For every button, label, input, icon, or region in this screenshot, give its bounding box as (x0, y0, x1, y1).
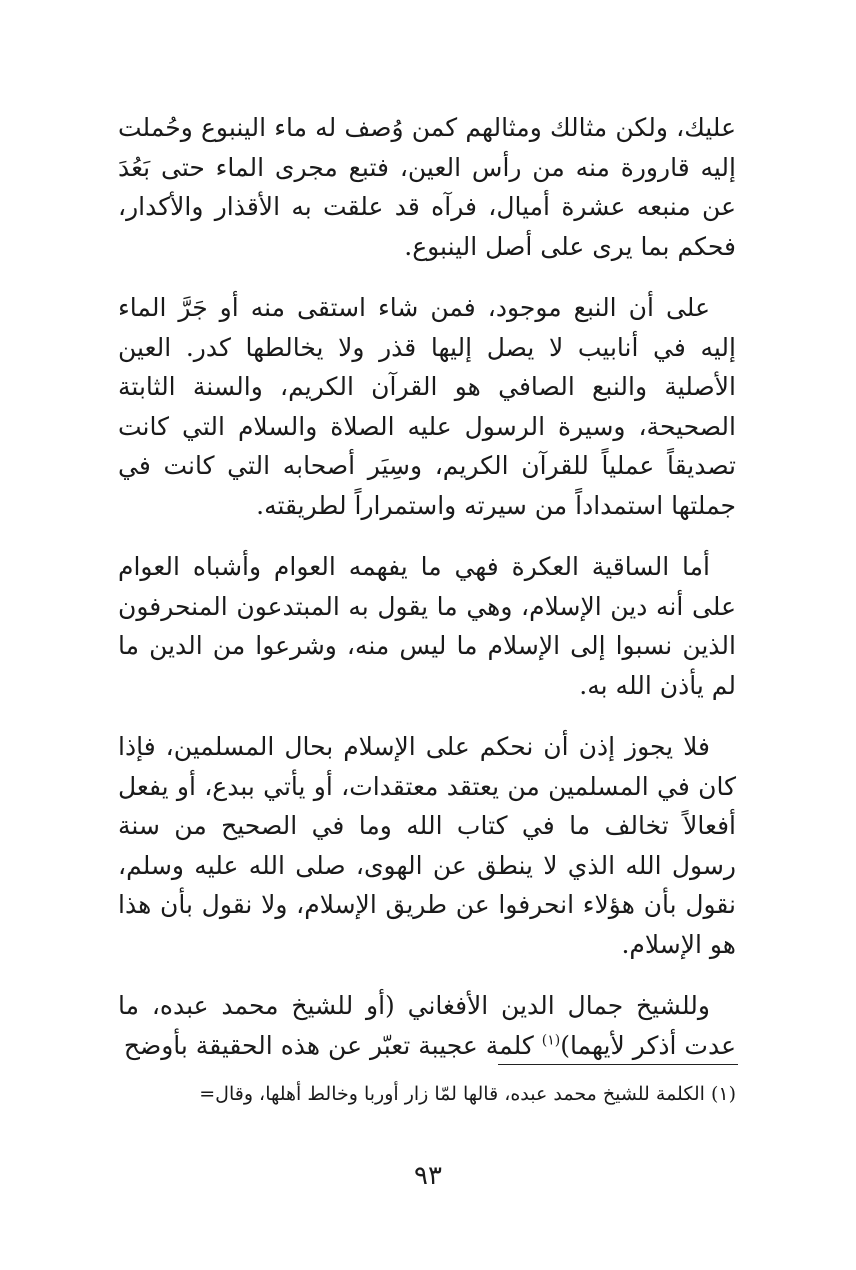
footnote-text: (١) الكلمة للشيخ محمد عبده، قالها لمّا زار أوربا وخالط أهلها، وقال= (199, 1083, 736, 1105)
paragraph-3: أما الساقية العكرة فهي ما يفهمه العوام وأشباه العوام على أنه دين الإسلام، وهي ما يقول به المبتدعون المنحرفون الذين نسبوا إلى الإسلام ما ليس منه، وشرعوا من الدين ما لم يأذن الله به. (118, 552, 736, 700)
main-text-block (118, 108, 736, 1065)
footnote-divider (498, 1064, 738, 1065)
paragraph-1: عليك، ولكن مثالك ومثالهم كمن وُصف له ماء الينبوع وحُملت إليه قارورة منه من رأس العين، فتبع مجرى الماء حتى بَعُدَ عن منبعه عشرة أميال، فرآه قد علقت به الأقذار والأكدار، فحكم بما يرى على أصل الينبوع. (118, 113, 736, 261)
paragraph-5 (118, 986, 736, 1065)
paragraph-4: فلا يجوز إذن أن نحكم على الإسلام بحال المسلمين، فإذا كان في المسلمين من يعتقد معتقدات، أو يأتي ببدع، أو يفعل أفعالاً تخالف ما في كتاب الله وما في الصحيح من سنة رسول الله الذي لا ينطق عن الهوى، صلى الله عليه وسلم، نقول بأن هؤلاء انحرفوا عن طريق الإسلام، ولا نقول بأن هذا هو الإسلام. (118, 732, 736, 959)
footnote-marker[interactable]: (١) (541, 1032, 561, 1049)
page-number: ٩٣ (414, 1161, 442, 1191)
paragraph-5-text-after: كلمة عجيبة تعبّر عن هذه الحقيقة بأوضح (123, 1030, 542, 1060)
paragraph-2: على أن النبع موجود، فمن شاء استقى منه أو جَرَّ الماء إليه في أنابيب لا يصل إليها قذر ولا يخالطها كدر. العين الأصلية والنبع الصافي هو القرآن الكريم، والسنة الثابتة الصحيحة، وسيرة الرسول عليه الصلاة والسلام التي كانت تصديقاً عملياً للقرآن الكريم، وسِيَر أصحابه التي كانت في جملتها استمداداً من سيرته واستمراراً لطريقته. (118, 293, 736, 520)
paragraph-5-text-before: وللشيخ جمال الدين الأفغاني (أو للشيخ محمد عبده، ما عدت أذكر لأيهما) (118, 991, 736, 1060)
